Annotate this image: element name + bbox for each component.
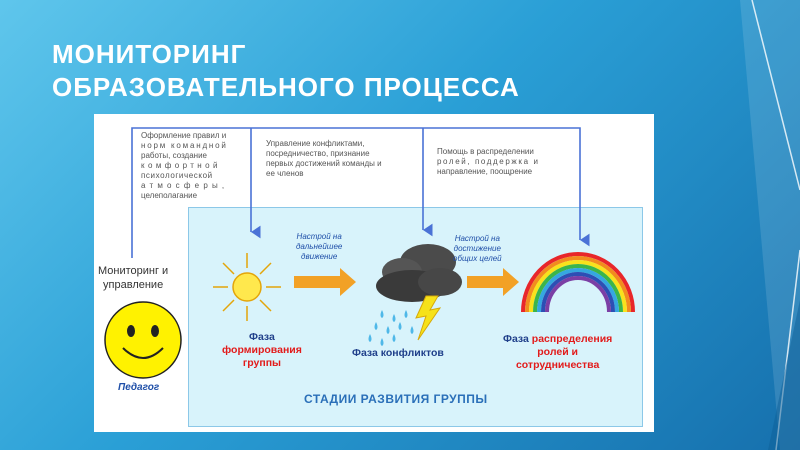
note-1: Оформление правил и норм командной работы, создание комфортной психологической атмосферы, целеполагание	[141, 131, 229, 200]
stages-label: СТАДИИ РАЗВИТИЯ ГРУППЫ	[304, 392, 488, 406]
storm-cloud-icon	[369, 244, 463, 346]
arrow-1-caption: Настрой на дальнейшее движение	[296, 232, 343, 261]
note-3: Помощь в распределении ролей, поддержка и направление, поощрение	[437, 147, 540, 176]
title-line-2: ОБРАЗОВАТЕЛЬНОГО ПРОЦЕССА	[52, 72, 520, 102]
arrow-1	[294, 268, 356, 296]
title-line-1: МОНИТОРИНГ	[52, 39, 247, 69]
phase-roles: Фаза распределения ролей и сотрудничества	[503, 333, 613, 371]
rainbow-icon	[523, 254, 633, 312]
arrow-2-caption: Настрой на достижение общих целей	[453, 234, 502, 263]
monitoring-label: Мониторинг и управление	[98, 265, 169, 291]
phase-conflict: Фаза конфликтов	[352, 347, 444, 359]
teacher-label: Педагог	[118, 382, 160, 393]
phase-formation: Фаза формирования группы	[222, 331, 302, 369]
smiley-icon	[105, 302, 181, 378]
arrow-2	[467, 268, 519, 296]
note-2: Управление конфликтами, посредничество, признание первых достижений команды и ее членов	[266, 139, 382, 178]
sun-icon	[213, 253, 281, 321]
